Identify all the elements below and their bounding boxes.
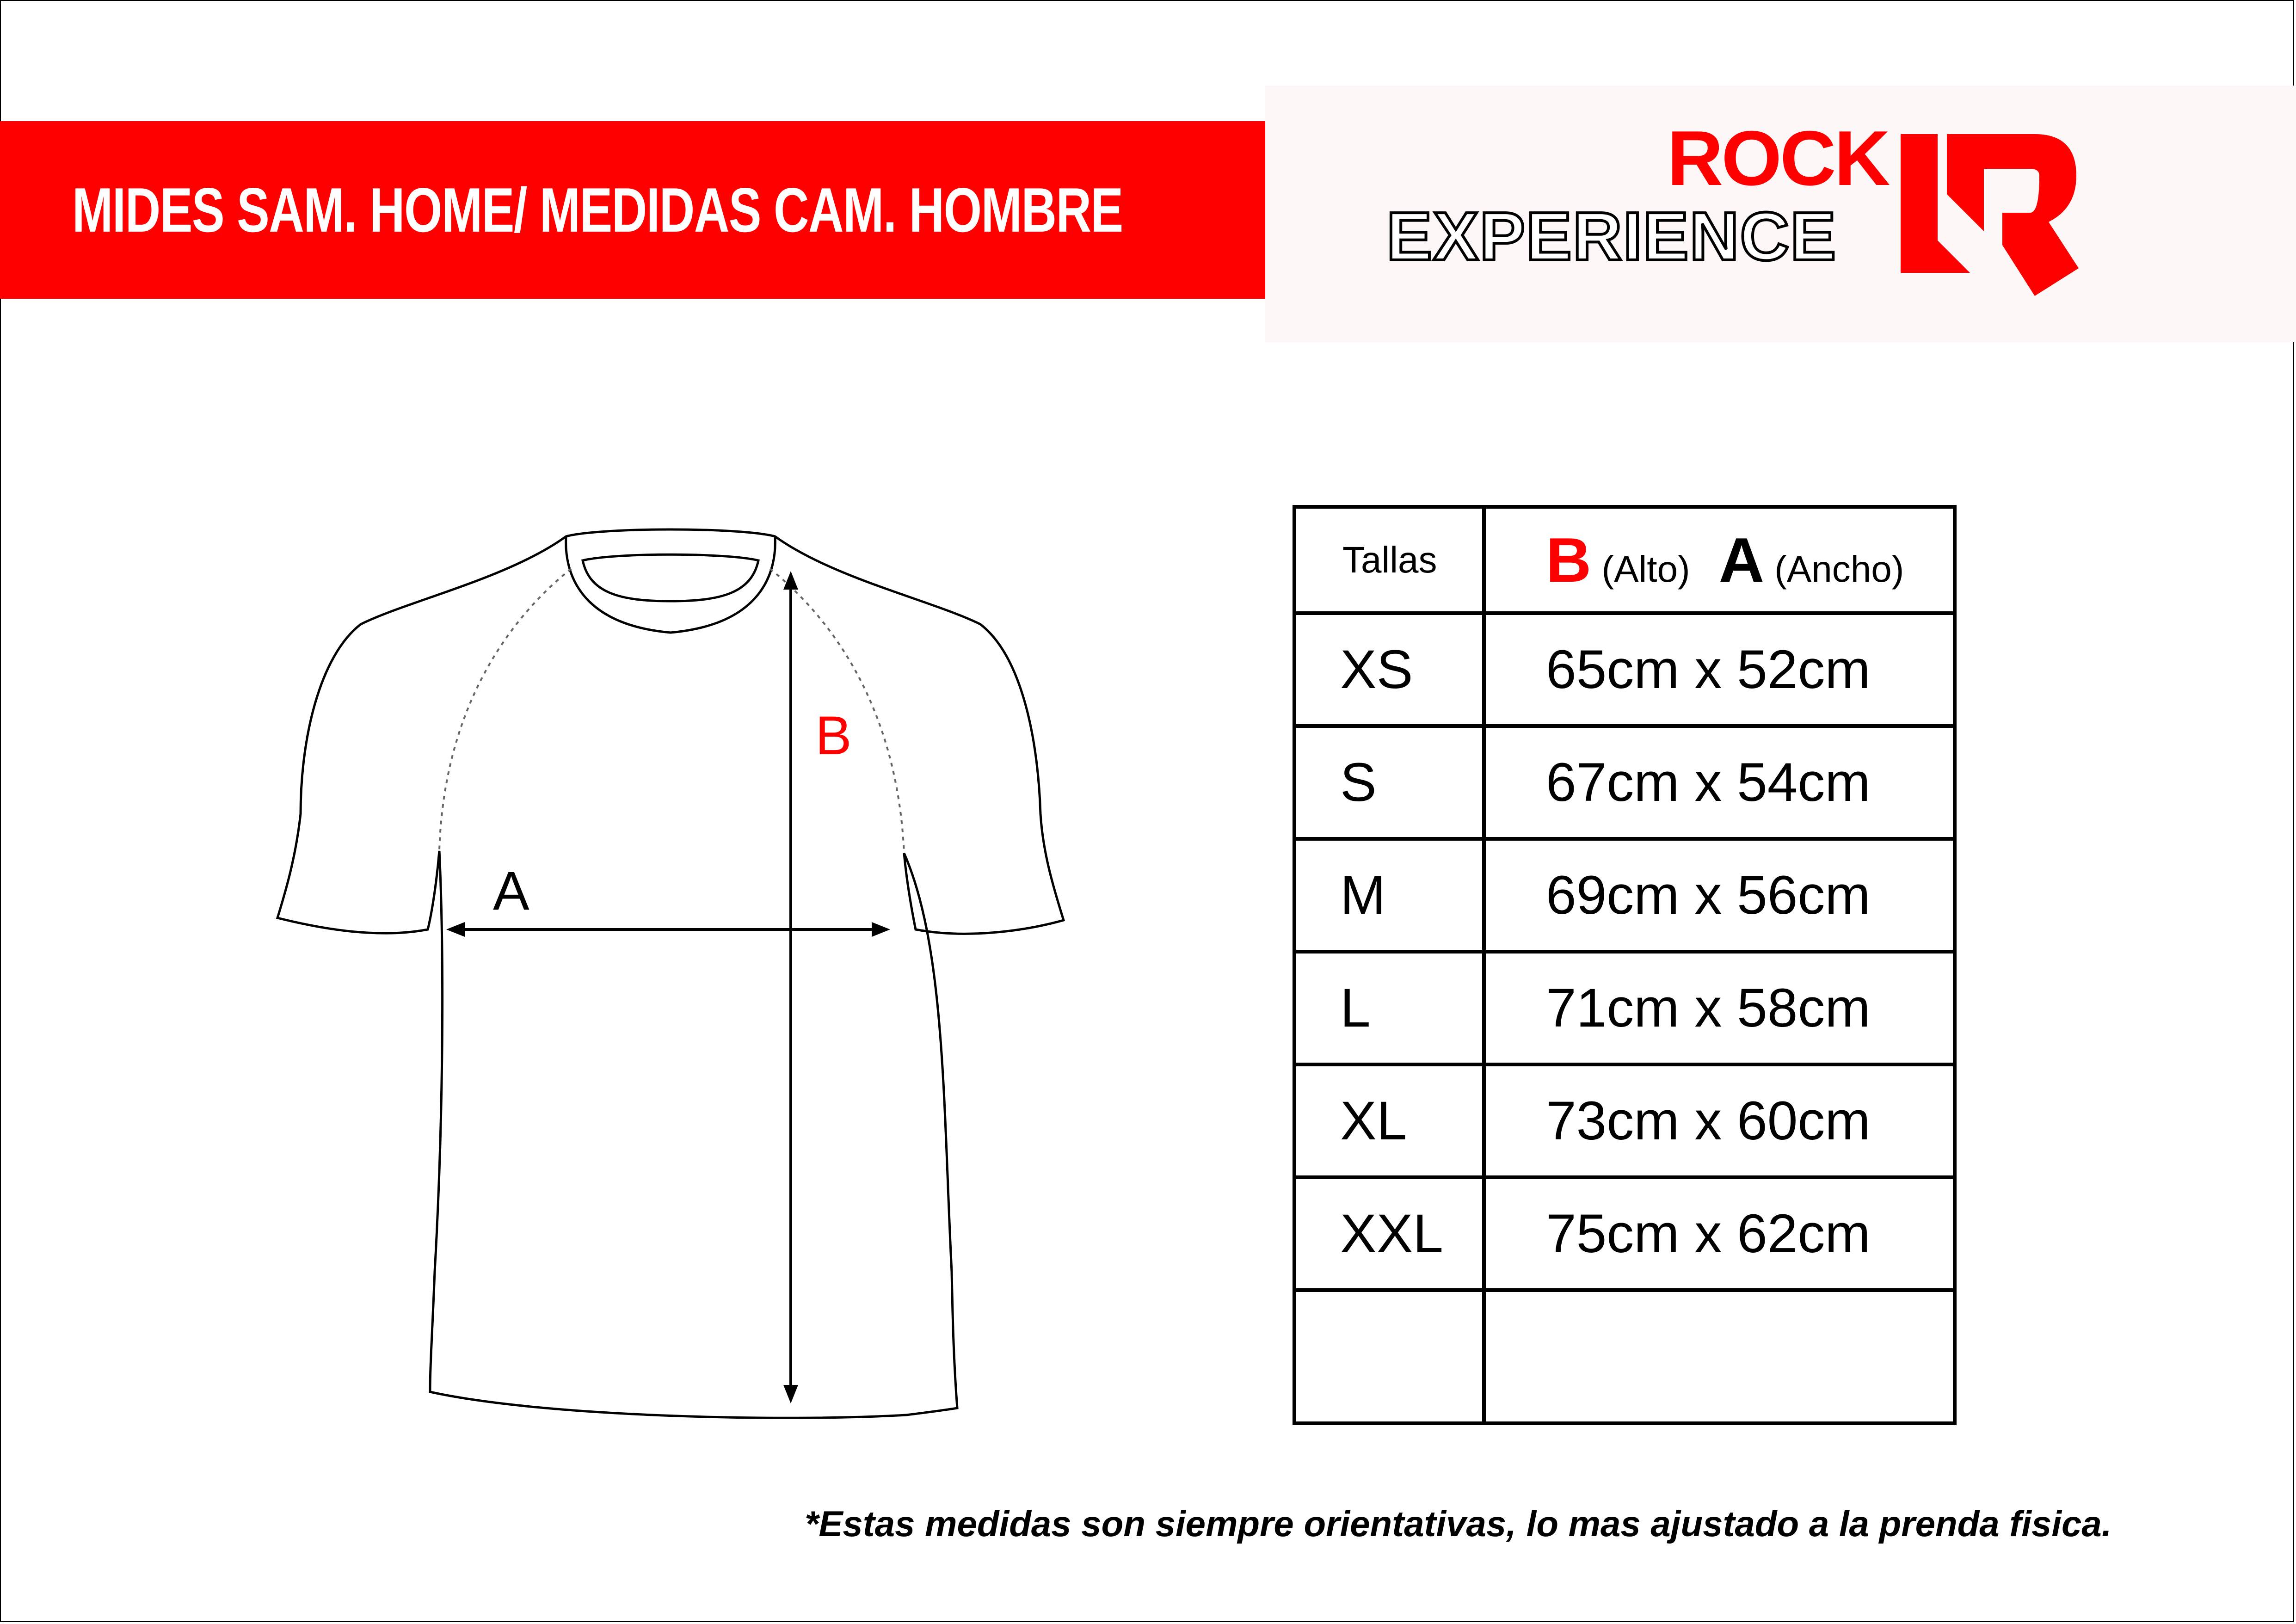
table-row — [1294, 952, 1955, 1064]
dimension-a-label: A — [493, 861, 529, 922]
footnote: *Estas medidas son siempre orientativas, lo mas ajustado a la prenda fisica. — [805, 1503, 2112, 1544]
measure-cell: 71cm x 58cm — [1484, 952, 1955, 1064]
header-b-text: (Alto) — [1601, 548, 1690, 590]
dimension-b-label: B — [815, 705, 852, 766]
page-title: MIDES SAM. HOME/ MEDIDAS CAM. HOMBRE — [72, 175, 1123, 245]
empty-cell — [1484, 1290, 1955, 1423]
size-cell: XS — [1294, 613, 1484, 726]
table-row — [1294, 839, 1955, 952]
empty-cell — [1294, 1290, 1484, 1423]
header-size: Tallas — [1294, 507, 1484, 613]
measure-cell: 69cm x 56cm — [1484, 839, 1955, 952]
size-cell: S — [1294, 726, 1484, 839]
measure-cell: 75cm x 62cm — [1484, 1177, 1955, 1290]
header-dimensions — [1484, 507, 1955, 613]
table-row-empty — [1294, 1290, 1955, 1423]
brand-name-rock: ROCK — [1667, 115, 1889, 202]
table-row — [1294, 1064, 1955, 1177]
header-b-letter: B — [1546, 525, 1592, 595]
table-row — [1294, 613, 1955, 726]
brand-name-experience: EXPERIENCE — [1386, 198, 1837, 275]
measure-cell: 67cm x 54cm — [1484, 726, 1955, 839]
measure-cell: 65cm x 52cm — [1484, 613, 1955, 726]
header-a-text: (Ancho) — [1774, 548, 1904, 590]
measure-cell: 73cm x 60cm — [1484, 1064, 1955, 1177]
size-cell: M — [1294, 839, 1484, 952]
table-row — [1294, 1177, 1955, 1290]
size-table — [1293, 505, 1957, 1425]
table-row — [1294, 726, 1955, 839]
header-a-letter: A — [1718, 525, 1765, 595]
table-header-row — [1294, 507, 1955, 613]
size-cell: L — [1294, 952, 1484, 1064]
size-cell: XL — [1294, 1064, 1484, 1177]
size-cell: XXL — [1294, 1177, 1484, 1290]
